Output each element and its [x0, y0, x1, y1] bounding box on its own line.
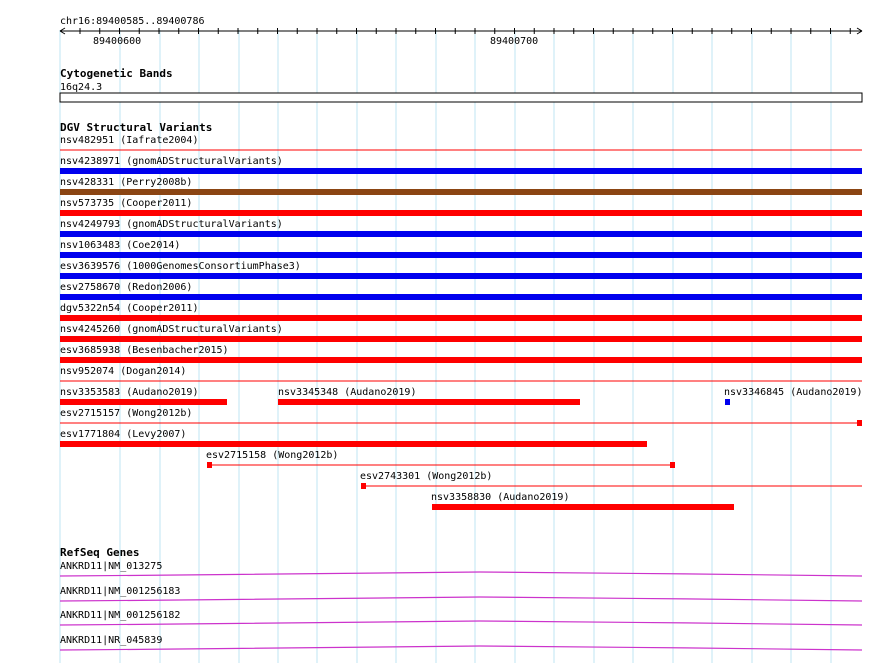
dgv-feature[interactable] [60, 429, 647, 447]
dgv-feature-bar[interactable] [60, 189, 862, 195]
dgv-feature-label: esv3685938 (Besenbacher2015) [60, 345, 229, 356]
ruler-major-label: 89400700 [490, 36, 539, 47]
dgv-feature-bar[interactable] [60, 231, 862, 237]
dgv-feature[interactable] [60, 324, 862, 342]
cytoband-bar[interactable] [60, 93, 862, 102]
dgv-feature-label: nsv3353583 (Audano2019) [60, 387, 199, 398]
dgv-feature-bar[interactable] [725, 399, 730, 405]
dgv-feature-label: esv3639576 (1000GenomesConsortiumPhase3) [60, 261, 301, 272]
dgv-feature[interactable] [60, 408, 862, 426]
dgv-feature-label: esv2715157 (Wong2012b) [60, 408, 193, 419]
dgv-feature-label: esv2743301 (Wong2012b) [360, 471, 493, 482]
refseq-gene-intron-line[interactable] [60, 646, 862, 650]
dgv-feature-label: esv1771804 (Levy2007) [60, 429, 187, 440]
dgv-feature-bar[interactable] [60, 399, 227, 405]
dgv-feature-block[interactable] [207, 462, 212, 468]
refseq-gene-intron-line[interactable] [60, 621, 862, 625]
refseq-track-title: RefSeq Genes [60, 546, 140, 559]
refseq-track [60, 546, 862, 650]
dgv-feature-label: nsv482951 (Iafrate2004) [60, 135, 199, 146]
dgv-feature[interactable] [60, 135, 862, 150]
dgv-feature[interactable] [278, 387, 580, 405]
refseq-gene-label: ANKRD11|NM_001256182 [60, 610, 181, 621]
dgv-feature[interactable] [431, 492, 734, 510]
dgv-feature-label: nsv428331 (Perry2008b) [60, 177, 193, 188]
dgv-feature-bar[interactable] [60, 168, 862, 174]
refseq-gene-intron-line[interactable] [60, 597, 862, 601]
refseq-gene[interactable] [60, 610, 862, 625]
ruler-region-label: chr16:89400585..89400786 [60, 16, 205, 27]
dgv-feature[interactable] [60, 177, 862, 195]
dgv-feature[interactable] [60, 366, 862, 381]
dgv-track-title: DGV Structural Variants [60, 121, 213, 134]
dgv-feature-label: nsv1063483 (Coe2014) [60, 240, 181, 251]
dgv-feature[interactable] [60, 219, 862, 237]
refseq-gene[interactable] [60, 586, 862, 601]
dgv-feature-label: nsv4245260 (gnomADStructuralVariants) [60, 324, 283, 335]
dgv-feature[interactable] [206, 450, 675, 468]
dgv-feature-label: nsv573735 (Cooper2011) [60, 198, 193, 209]
dgv-feature-bar[interactable] [60, 336, 862, 342]
ruler-major-label: 89400600 [93, 36, 142, 47]
dgv-feature-bar[interactable] [60, 252, 862, 258]
dgv-feature-bar[interactable] [278, 399, 580, 405]
refseq-gene-label: ANKRD11|NM_001256183 [60, 586, 181, 597]
dgv-feature-block[interactable] [857, 420, 862, 426]
dgv-feature-label: nsv3358830 (Audano2019) [431, 492, 570, 503]
dgv-feature-bar[interactable] [60, 315, 862, 321]
dgv-feature-label: nsv4238971 (gnomADStructuralVariants) [60, 156, 283, 167]
dgv-feature-bar[interactable] [60, 441, 647, 447]
ruler-ticks [60, 28, 862, 34]
dgv-feature-bar[interactable] [60, 273, 862, 279]
refseq-gene-label: ANKRD11|NM_013275 [60, 561, 163, 572]
dgv-feature-label: nsv952074 (Dogan2014) [60, 366, 187, 377]
cytoband-track[interactable] [60, 67, 862, 102]
dgv-feature-label: nsv3346845 (Audano2019) [724, 387, 863, 398]
dgv-feature[interactable] [60, 303, 862, 321]
dgv-feature[interactable] [60, 282, 862, 300]
dgv-feature[interactable] [724, 387, 862, 405]
dgv-feature-label: esv2715158 (Wong2012b) [206, 450, 339, 461]
dgv-feature[interactable] [60, 387, 227, 405]
ruler [60, 16, 862, 47]
refseq-gene[interactable] [60, 561, 862, 576]
dgv-feature-block[interactable] [361, 483, 366, 489]
dgv-feature-bar[interactable] [60, 357, 862, 363]
dgv-feature-label: nsv4249793 (gnomADStructuralVariants) [60, 219, 283, 230]
cytoband-name: 16q24.3 [60, 82, 103, 93]
cytoband-track-title: Cytogenetic Bands [60, 67, 173, 80]
refseq-gene-intron-line[interactable] [60, 572, 862, 576]
refseq-gene[interactable] [60, 635, 862, 650]
dgv-feature[interactable] [60, 345, 862, 363]
dgv-track [60, 121, 862, 510]
dgv-feature[interactable] [360, 471, 862, 489]
dgv-feature-label: nsv3345348 (Audano2019) [278, 387, 417, 398]
dgv-feature[interactable] [60, 156, 862, 174]
dgv-feature-bar[interactable] [60, 294, 862, 300]
dgv-feature-block[interactable] [670, 462, 675, 468]
dgv-feature-label: esv2758670 (Redon2006) [60, 282, 193, 293]
dgv-feature-bar[interactable] [60, 210, 862, 216]
dgv-feature[interactable] [60, 198, 862, 216]
refseq-gene-label: ANKRD11|NR_045839 [60, 635, 163, 646]
dgv-feature[interactable] [60, 261, 862, 279]
dgv-feature-label: dgv5322n54 (Cooper2011) [60, 303, 199, 314]
dgv-feature-bar[interactable] [432, 504, 734, 510]
dgv-feature[interactable] [60, 240, 862, 258]
